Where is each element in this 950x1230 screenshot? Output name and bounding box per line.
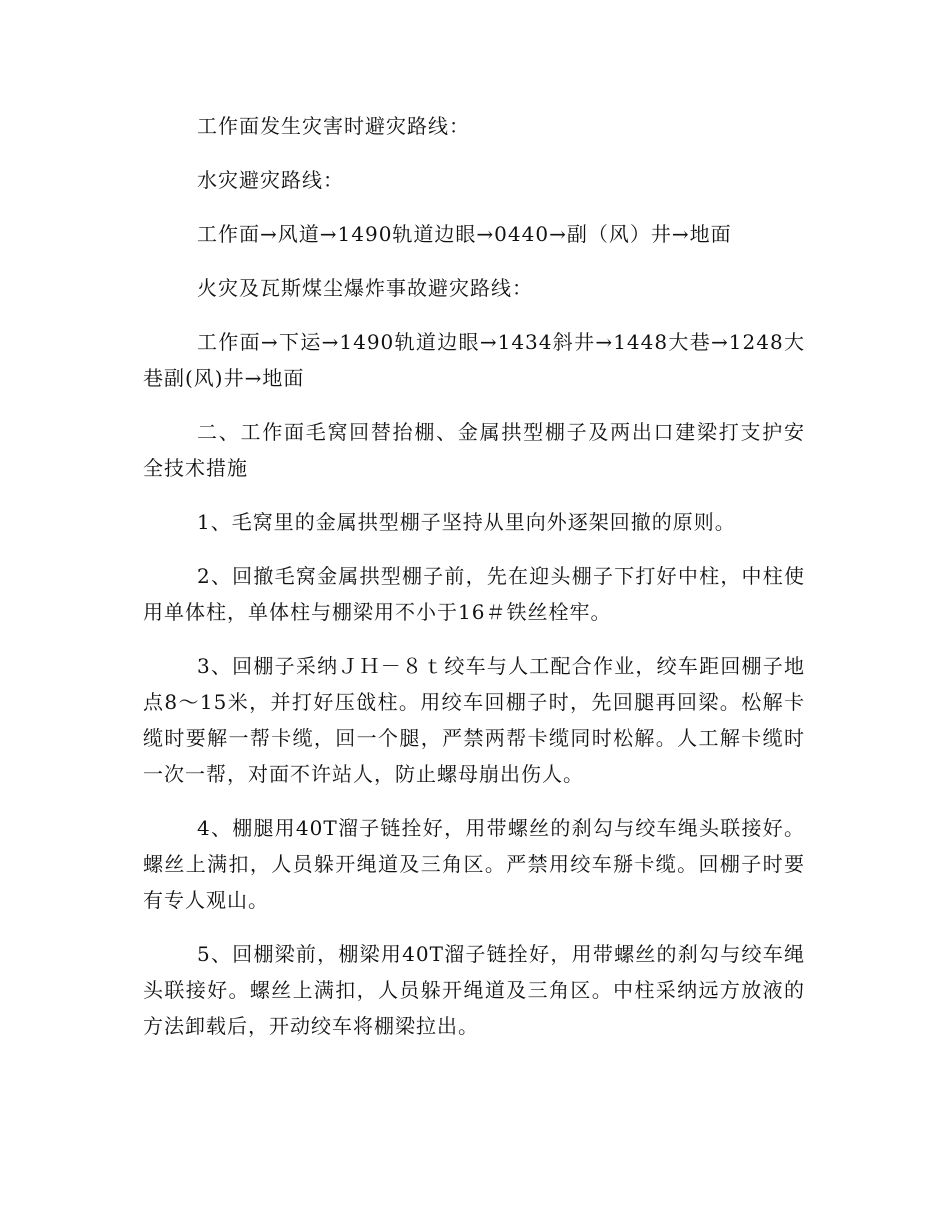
paragraph-item-2: 2、回撤毛窝金属拱型棚子前，先在迎头棚子下打好中柱，中柱使用单体柱，单体柱与棚梁用不小于16＃铁丝栓牢。 [143,564,805,624]
paragraph-flood-route: 工作面→风道→1490轨道边眼→0440→副（风）井→地面 [197,222,732,246]
paragraph-fire-route: 工作面→下运→1490轨道边眼→1434斜井→1448大巷→1248大巷副(风)井→地面 [143,330,805,390]
paragraph-section-two-heading: 二、工作面毛窝回替抬棚、金属拱型棚子及两出口建梁打支护安全技术措施 [143,420,805,480]
paragraph-item-1: 1、毛窝里的金属拱型棚子坚持从里向外逐架回撤的原则。 [197,510,736,534]
paragraph-fire-route-heading: 火灾及瓦斯煤尘爆炸事故避灾路线： [197,276,533,300]
paragraph-flood-route-heading: 水灾避灾路线： [197,168,344,192]
document-body [143,108,805,1062]
paragraph-item-5: 5、回棚梁前，棚梁用40T溜子链拴好，用带螺丝的刹勾与绞车绳头联接好。螺丝上满扣，人员躲开绳道及三角区。中柱采纳远方放液的方法卸载后，开动绞车将棚梁拉出。 [143,942,805,1038]
paragraph-item-4: 4、棚腿用40T溜子链拴好，用带螺丝的刹勾与绞车绳头联接好。螺丝上满扣，人员躲开绳道及三角区。严禁用绞车掰卡缆。回棚子时要有专人观山。 [143,816,805,912]
paragraph-disaster-routes-heading: 工作面发生灾害时避灾路线： [197,114,470,138]
paragraph-item-3: 3、回棚子采纳ＪＨ－８ｔ绞车与人工配合作业，绞车距回棚子地点8～15米，并打好压戗柱。用绞车回棚子时，先回腿再回梁。松解卡缆时要解一帮卡缆，回一个腿，严禁两帮卡缆同时松解。人工解卡缆时一次一帮，对面不许站人，防止螺母崩出伤人。 [143,654,805,786]
